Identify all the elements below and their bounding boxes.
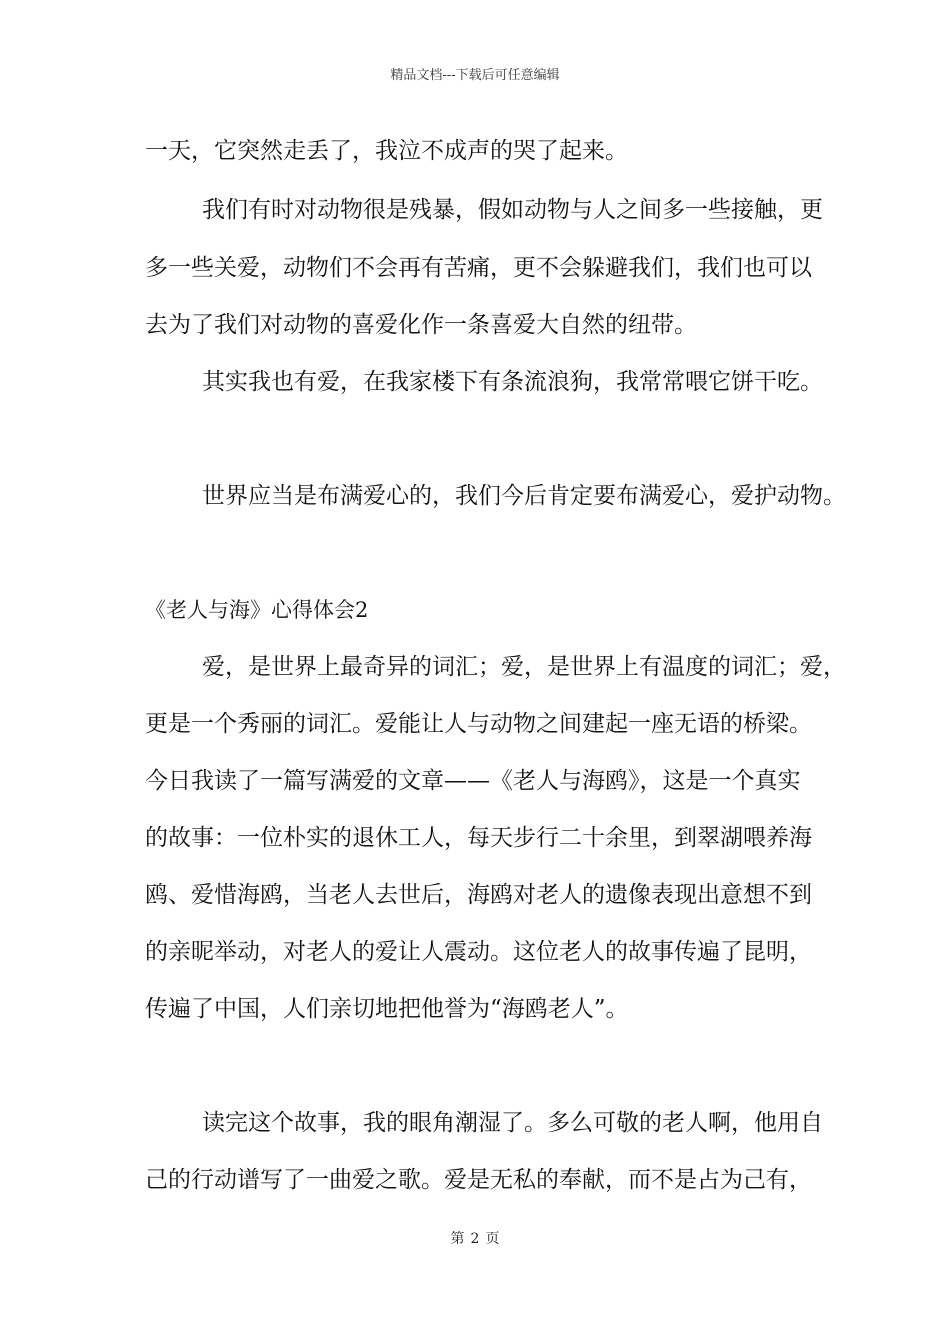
text-line: 多一些关爱，动物们不会再有苦痛，更不会躲避我们，我们也可以 (145, 255, 812, 281)
page-number: 2 (470, 1231, 480, 1247)
text-line: 鸥、爱惜海鸥，当老人去世后，海鸥对老人的遗像表现出意想不到 (145, 882, 812, 908)
page-number-prefix: 第 (450, 1231, 465, 1247)
page-footer (0, 1228, 950, 1248)
text-line: 我们有时对动物很是残暴，假如动物与人之间多一些接触，更 (202, 197, 823, 223)
text-line: 其实我也有爱，在我家楼下有条流浪狗，我常常喂它饼干吃。 (202, 369, 823, 395)
text-line: 读完这个故事，我的眼角潮湿了。多么可敬的老人啊，他用自 (202, 1110, 823, 1136)
text-line: 的亲昵举动，对老人的爱让人震动。这位老人的故事传遍了昆明， (145, 939, 812, 965)
text-line: 的故事：一位朴实的退休工人，每天步行二十余里，到翠湖喂养海 (145, 825, 812, 851)
page-number-suffix: 页 (485, 1231, 500, 1247)
text-line: 去为了我们对动物的喜爱化作一条喜爱大自然的纽带。 (145, 312, 697, 338)
section-title: 《老人与海》心得体会2 (145, 598, 369, 622)
text-line: 己的行动谱写了一曲爱之歌。爱是无私的奉献，而不是占为己有， (145, 1167, 812, 1193)
text-line: 世界应当是布满爱心的，我们今后肯定要布满爱心，爱护动物。 (202, 483, 846, 509)
text-line: 一天，它突然走丢了，我泣不成声的哭了起来。 (145, 138, 628, 164)
text-line: 更是一个秀丽的词汇。爱能让人与动物之间建起一座无语的桥梁。 (145, 711, 812, 737)
text-line: 传遍了中国，人们亲切地把他誉为“海鸥老人”。 (145, 996, 629, 1022)
page-header: 精品文档---下载后可任意编辑 (390, 68, 560, 83)
text-line: 今日我读了一篇写满爱的文章——《老人与海鸥》，这是一个真实 (145, 768, 801, 794)
text-line: 爱，是世界上最奇异的词汇；爱，是世界上有温度的词汇；爱， (202, 654, 846, 680)
